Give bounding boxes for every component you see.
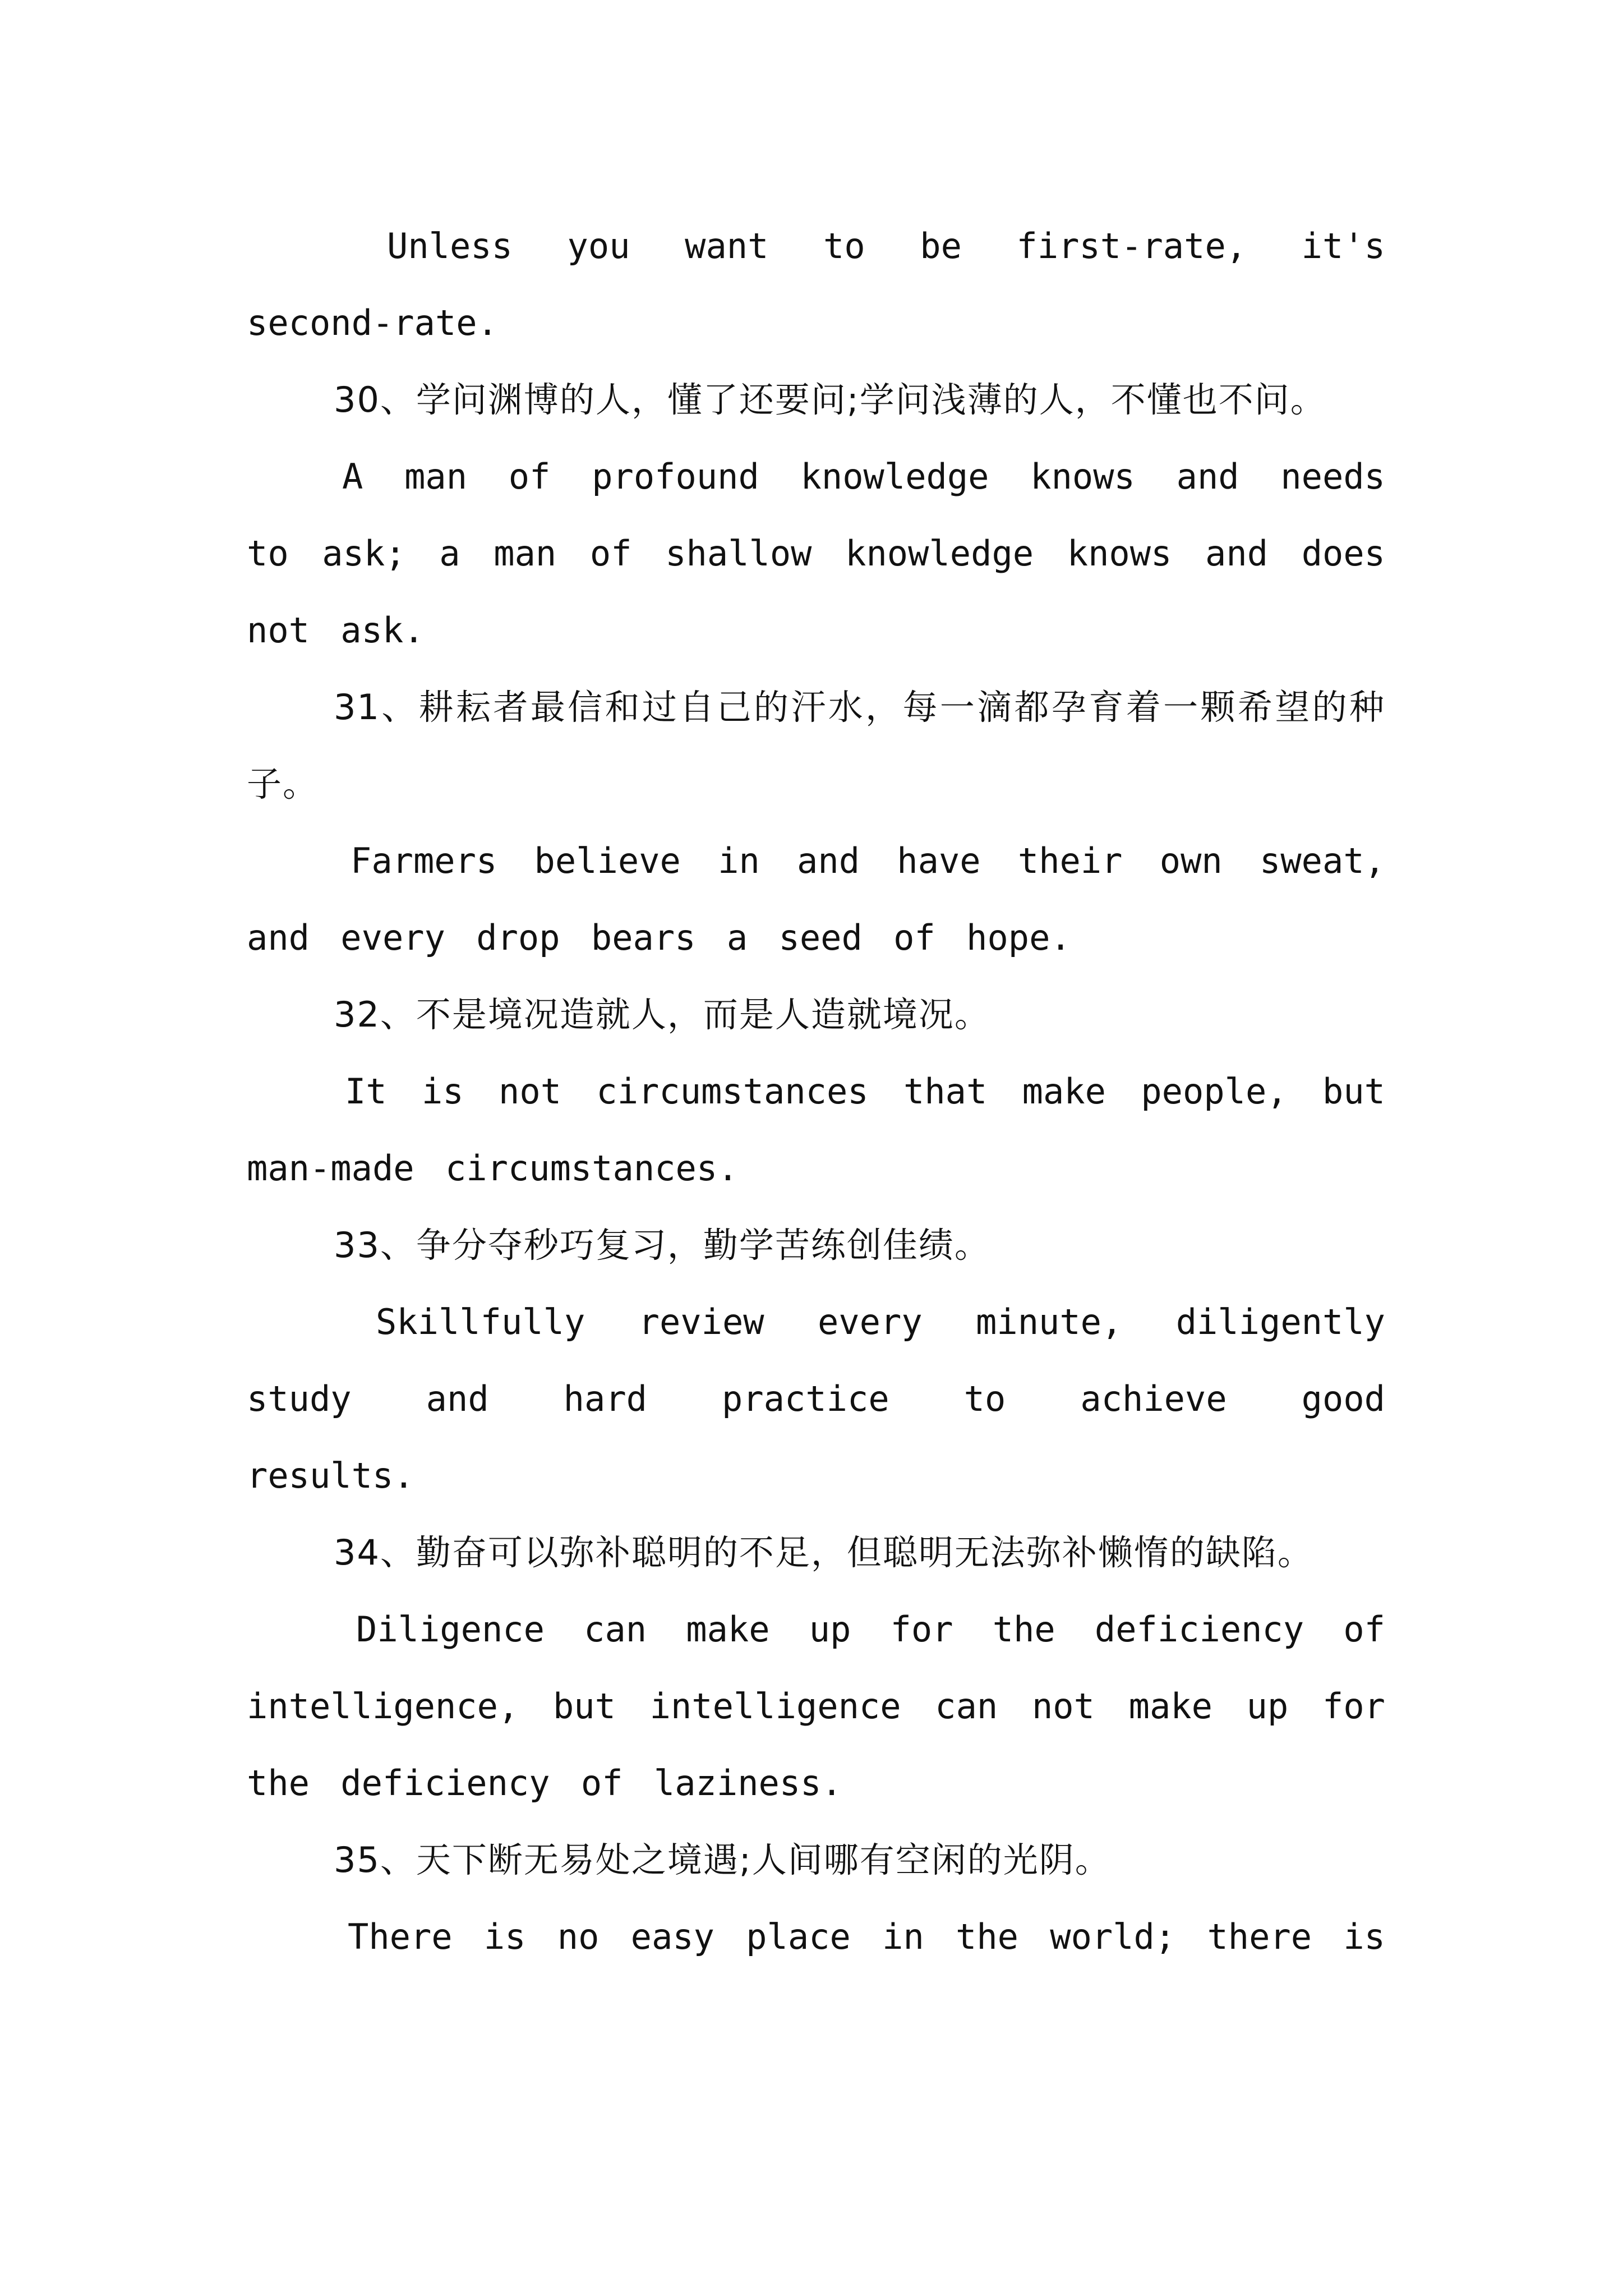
english-translation: Skillfully review every minute, diligently study and hard practice to achieve good results. (247, 1301, 1385, 1496)
english-translation: A man of profound knowledge knows and needs to ask; a man of shallow knowledge knows and does not ask. (247, 456, 1385, 651)
document-body (247, 208, 1385, 1975)
chinese-quote-31: 31、耕耘者最信和过自己的汗水，每一滴都孕育着一颗希望的种子。 (247, 687, 1385, 804)
english-translation: Unless you want to be first-rate, it's second-rate. (247, 226, 1385, 343)
english-translation: It is not circumstances that make people, but man-made circumstances. (247, 1071, 1385, 1189)
chinese-quote-32: 32、不是境况造就人，而是人造就境况。 (334, 994, 990, 1035)
english-translation: There is no easy place in the world; there is (348, 1916, 1385, 1957)
chinese-quote-35: 35、天下断无易处之境遇;人间哪有空闲的光阴。 (334, 1839, 1111, 1880)
english-translation: Diligence can make up for the deficiency of intelligence, but intelligence can not make up for the deficiency of laziness. (247, 1609, 1385, 1803)
chinese-quote-30: 30、学问渊博的人，懂了还要问;学问浅薄的人，不懂也不问。 (334, 379, 1326, 420)
chinese-quote-33: 33、争分夺秒巧复习，勤学苦练创佳绩。 (334, 1225, 990, 1266)
english-translation: Farmers believe in and have their own sweat, and every drop bears a seed of hope. (247, 840, 1385, 958)
chinese-quote-34: 34、勤奋可以弥补聪明的不足，但聪明无法弥补懒惰的缺陷。 (334, 1532, 1313, 1573)
